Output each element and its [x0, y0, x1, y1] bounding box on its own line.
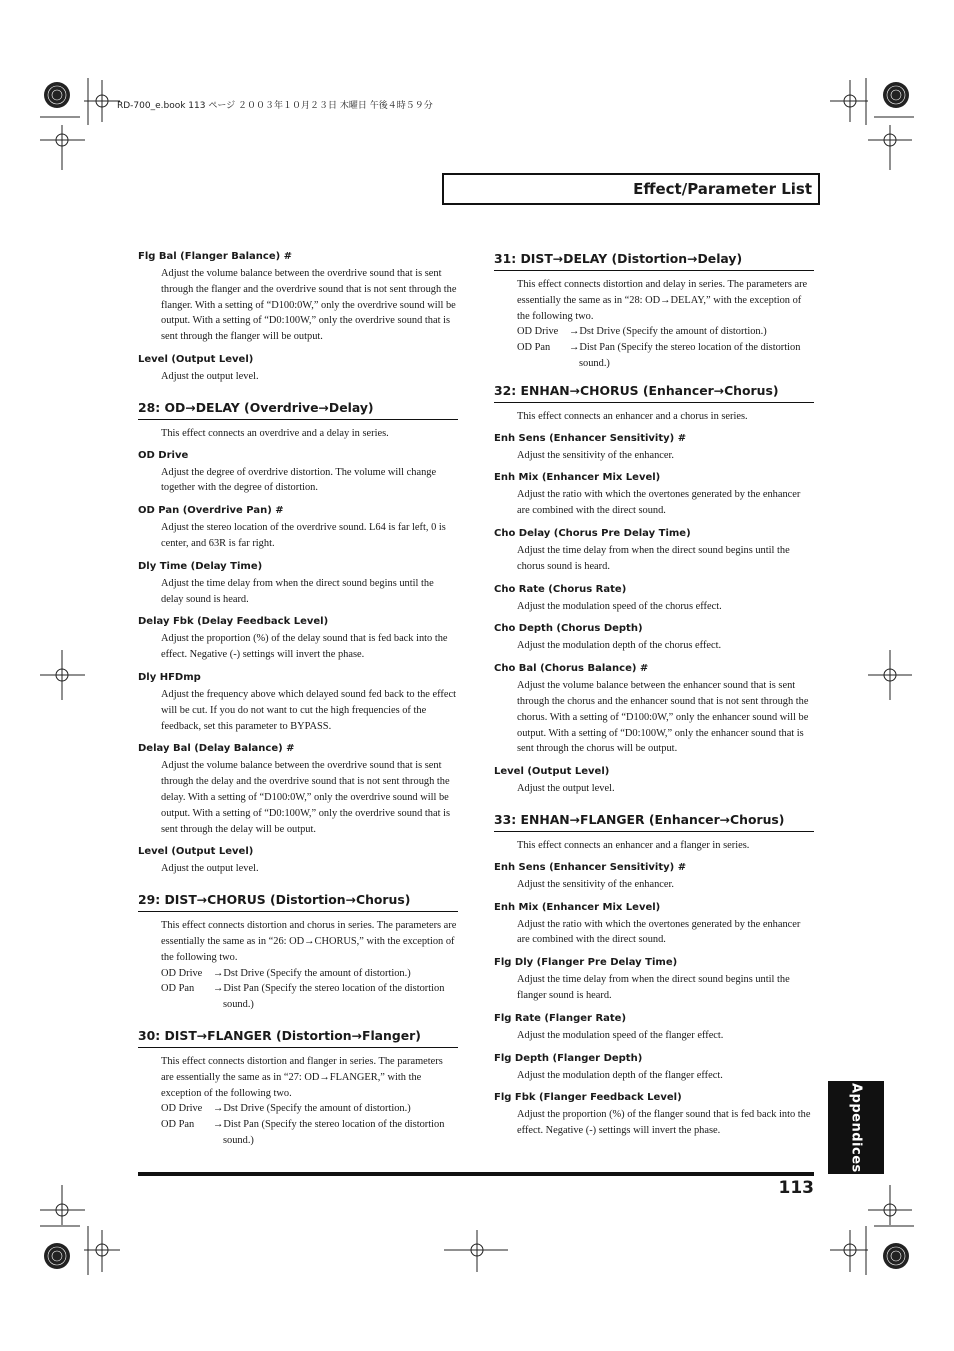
param-item [138, 671, 458, 734]
footer-rule [138, 1172, 814, 1176]
param-title: Flg Rate (Flanger Rate) [494, 1012, 627, 1024]
param-desc: Adjust the sensitivity of the enhancer. [517, 449, 674, 461]
param-title: Cho Bal (Chorus Balance) # [494, 663, 649, 675]
param-title: OD Pan (Overdrive Pan) # [138, 505, 284, 517]
exception-row [161, 966, 458, 982]
param-item [138, 560, 458, 608]
param-desc: Adjust the degree of overdrive distortion. The volume will change together with the degree of distortion. [161, 466, 437, 494]
param-item [494, 662, 814, 757]
side-tab-appendices[interactable] [828, 1081, 884, 1174]
param-item [494, 1012, 814, 1044]
param-desc: Adjust the proportion (%) of the delay sound that is fed back into the effect. Negative (-) settings will invert the phase. [161, 633, 448, 661]
param-desc: Adjust the proportion (%) of the flanger sound that is fed back into the effect. Negative (-) settings will invert the phase. [517, 1109, 811, 1137]
section-desc: This effect connects distortion and chorus in series. The parameters are essentially the same as in “26: OD→CHORUS,” with the exception of the following two. [161, 920, 457, 963]
param-item [494, 583, 814, 615]
param-title: OD Drive [138, 449, 189, 461]
param-item [494, 471, 814, 519]
section-title-box [442, 173, 820, 205]
param-desc: Adjust the time delay from when the direct sound begins until the flanger sound is heard. [517, 974, 790, 1001]
param-flg-bal [138, 250, 458, 345]
section-28 [138, 399, 458, 442]
param-title: Delay Fbk (Delay Feedback Level) [138, 616, 329, 628]
param-item [494, 1052, 814, 1084]
param-desc: Adjust the output level. [517, 783, 615, 795]
param-desc: Adjust the output level. [161, 370, 259, 382]
param-title: Level (Output Level) [138, 846, 254, 858]
param-title: Cho Rate (Chorus Rate) [494, 583, 627, 595]
param-item [138, 615, 458, 663]
exception-value: →Dist Pan (Specify the stereo location of the distortion sound.) [569, 342, 801, 369]
param-item [494, 901, 814, 949]
param-title: Flg Dly (Flanger Pre Delay Time) [494, 957, 678, 969]
param-item [494, 861, 814, 893]
section-33 [494, 811, 814, 854]
section-32 [494, 382, 814, 425]
page-title: Effect/Parameter List [633, 180, 812, 198]
page-number: 113 [778, 1178, 814, 1198]
param-desc: Adjust the time delay from when the direct sound begins until the delay sound is heard. [161, 577, 434, 605]
exception-key: OD Pan [517, 342, 551, 354]
param-title: Delay Bal (Delay Balance) # [138, 743, 295, 755]
param-desc: Adjust the volume balance between the enhancer sound that is sent through the chorus and the enhancer sound that is not sent through the chorus. With a setting of “D100:0W,” only the enhancer sound will be output. With a setting of “D0:100W,” only the enhancer sound that is sent through the chorus will be output. [517, 680, 809, 755]
section-desc: This effect connects an enhancer and a flanger in series. [517, 839, 750, 851]
param-title: Cho Delay (Chorus Pre Delay Time) [494, 527, 691, 539]
section-desc: This effect connects distortion and flanger in series. The parameters are essentially the same as in “27: OD→FLANGER,” with the exception of the following two. [161, 1055, 443, 1099]
section-heading: 31: DIST→DELAY (Distortion→Delay) [494, 250, 814, 271]
section-30 [138, 1027, 458, 1149]
section-desc: This effect connects an overdrive and a delay in series. [161, 427, 389, 439]
param-item [494, 527, 814, 575]
param-title: Flg Depth (Flanger Depth) [494, 1052, 643, 1064]
param-level [138, 353, 458, 385]
file-info-header: RD-700_e.book 113 ページ ２００３年１０月２３日 木曜日 午後４時５９分 [117, 101, 433, 111]
param-item [494, 622, 814, 654]
param-desc: Adjust the frequency above which delayed sound fed back to the effect will be cut. If you do not want to cut the high frequencies of the feedback, set this parameter to BYPASS. [161, 688, 456, 732]
exception-value: →Dist Pan (Specify the stereo location of the distortion sound.) [213, 1119, 445, 1146]
section-desc: This effect connects distortion and delay in series. The parameters are essentially the same as in “28: OD→DELAY,” with the exception of the following two. [517, 279, 808, 322]
exception-row [517, 324, 814, 340]
param-item [138, 504, 458, 552]
param-desc: Adjust the volume balance between the overdrive sound that is sent through the flanger and the overdrive sound that is not sent through the flanger. With a setting of “D100:0W,” only the overdrive sound will be output. With a setting of “D0:100W,” only the overdrive sound that is sent through the flanger will be output. [161, 268, 457, 343]
param-item [138, 742, 458, 837]
param-title: Enh Mix (Enhancer Mix Level) [494, 472, 661, 484]
param-title: Level (Output Level) [494, 766, 610, 778]
param-desc: Adjust the ratio with which the overtones generated by the enhancer are combined with the direct sound. [517, 489, 801, 517]
section-heading: 33: ENHAN→FLANGER (Enhancer→Chorus) [494, 811, 814, 832]
param-desc: Adjust the stereo location of the overdrive sound. L64 is far left, 0 is center, and 63R is far right. [161, 522, 446, 549]
param-desc: Adjust the output level. [161, 863, 259, 875]
exception-key: OD Drive [161, 967, 203, 979]
side-tab-label: Appendices [848, 1082, 864, 1173]
param-title: Enh Sens (Enhancer Sensitivity) # [494, 861, 687, 873]
section-heading: 28: OD→DELAY (Overdrive→Delay) [138, 399, 458, 420]
section-29 [138, 891, 458, 1013]
param-title: Enh Mix (Enhancer Mix Level) [494, 901, 661, 913]
param-item [138, 845, 458, 877]
exception-key: OD Drive [161, 1103, 203, 1115]
exception-key: OD Pan [161, 983, 195, 995]
section-desc: This effect connects an enhancer and a chorus in series. [517, 410, 748, 422]
param-title: Dly HFDmp [138, 671, 201, 683]
param-title: Level (Output Level) [138, 353, 254, 365]
param-desc: Adjust the volume balance between the overdrive sound that is sent through the delay and the overdrive sound that is not sent through the delay. With a setting of “D100:0W,” only the overdrive sound will be output. With a setting of “D0:100W,” only the overdrive sound that is sent through the delay will be output. [161, 760, 451, 835]
section-heading: 30: DIST→FLANGER (Distortion→Flanger) [138, 1027, 458, 1048]
param-desc: Adjust the sensitivity of the enhancer. [517, 878, 674, 890]
exception-row [161, 1101, 458, 1117]
left-column [138, 250, 458, 1156]
param-desc: Adjust the modulation depth of the chorus effect. [517, 640, 722, 652]
exception-value: →Dst Drive (Specify the amount of distortion.) [569, 326, 767, 338]
exception-key: OD Drive [517, 326, 559, 338]
param-title: Cho Depth (Chorus Depth) [494, 623, 643, 635]
exception-value: →Dst Drive (Specify the amount of distortion.) [213, 1103, 411, 1115]
param-item [494, 1091, 814, 1139]
right-column [494, 250, 814, 1147]
exception-row [161, 1117, 458, 1149]
exception-value: →Dist Pan (Specify the stereo location of the distortion sound.) [213, 983, 445, 1011]
section-heading: 32: ENHAN→CHORUS (Enhancer→Chorus) [494, 382, 814, 403]
param-title: Flg Fbk (Flanger Feedback Level) [494, 1092, 682, 1104]
param-desc: Adjust the time delay from when the direct sound begins until the chorus sound is heard. [517, 544, 790, 572]
exception-key: OD Pan [161, 1119, 195, 1131]
param-title: Dly Time (Delay Time) [138, 560, 263, 572]
param-item [494, 432, 814, 464]
exception-row [517, 340, 814, 372]
param-item [138, 449, 458, 497]
param-title: Flg Bal (Flanger Balance) # [138, 251, 293, 262]
section-heading: 29: DIST→CHORUS (Distortion→Chorus) [138, 891, 458, 912]
param-item [494, 956, 814, 1004]
param-desc: Adjust the modulation depth of the flanger effect. [517, 1069, 723, 1081]
exception-row [161, 981, 458, 1013]
exception-value: →Dst Drive (Specify the amount of distortion.) [213, 967, 411, 979]
param-desc: Adjust the modulation speed of the chorus effect. [517, 600, 722, 612]
param-item [494, 765, 814, 797]
section-31 [494, 250, 814, 372]
param-title: Enh Sens (Enhancer Sensitivity) # [494, 432, 687, 444]
param-desc: Adjust the modulation speed of the flanger effect. [517, 1029, 724, 1041]
param-desc: Adjust the ratio with which the overtones generated by the enhancer are combined with the direct sound. [517, 918, 801, 946]
